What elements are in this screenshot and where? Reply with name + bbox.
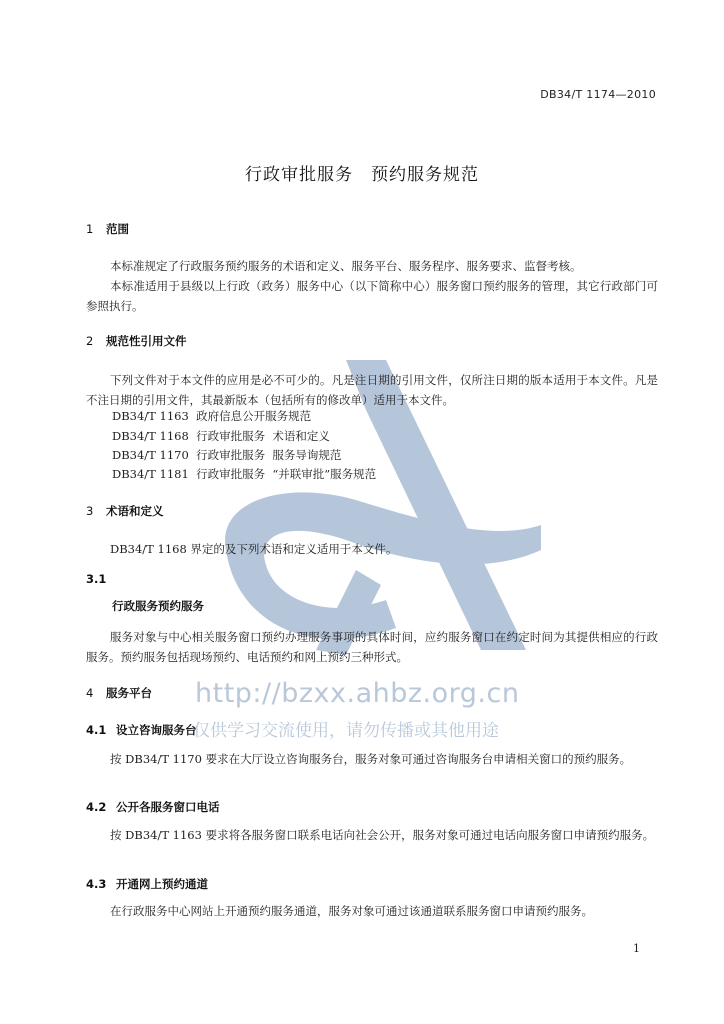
paragraph: 按 DB34/T 1163 要求将各服务窗口联系电话向社会公开，服务对象可通过电话向服务窗口申请预约服务。 — [110, 828, 655, 842]
section-3-heading — [86, 503, 164, 519]
standard-code: DB34/T 1174—2010 — [540, 88, 656, 101]
paragraph: 按 DB34/T 1170 要求在大厅设立咨询服务台，服务对象可通过咨询服务台申请相关窗口的预约服务。 — [110, 752, 632, 766]
section-title: 范围 — [106, 222, 129, 236]
section-number: 4 — [86, 686, 94, 700]
paragraph: 本标准适用于县级以上行政（政务）服务中心（以下简称中心）服务窗口预约服务的管理，其它行政部门可参照执行。 — [86, 279, 658, 313]
paragraph: 在行政服务中心网站上开通预约服务通道，服务对象可通过该通道联系服务窗口申请预约服务。 — [110, 904, 593, 918]
subsection-4-3-heading — [86, 876, 208, 892]
section-number: 1 — [86, 222, 94, 236]
section-1-heading — [86, 221, 129, 237]
section-title: 术语和定义 — [106, 504, 164, 518]
term-number: 3.1 — [86, 572, 107, 586]
reference-item: DB34/T 1163 政府信息公开服务规范 — [112, 409, 312, 423]
document-title: 行政审批服务 预约服务规范 — [245, 165, 479, 185]
reference-item: DB34/T 1181 行政审批服务 “并联审批”服务规范 — [112, 467, 377, 481]
section-2-heading — [86, 333, 187, 349]
paragraph: 本标准规定了行政服务预约服务的术语和定义、服务平台、服务程序、服务要求、监督考核。 — [110, 259, 582, 273]
subsection-4-2-heading — [86, 799, 220, 815]
reference-item: DB34/T 1170 行政审批服务 服务导询规范 — [112, 448, 342, 462]
subsection-4-1-heading — [86, 722, 197, 738]
section-title: 规范性引用文件 — [106, 334, 187, 348]
subsection-title: 开通网上预约通道 — [116, 877, 208, 891]
term-definition: 服务对象与中心相关服务窗口预约办理服务事项的具体时间，应约服务窗口在约定时间为其提供相应的行政服务。预约服务包括现场预约、电话预约和网上预约三种形式。 — [86, 630, 658, 664]
term-name: 行政服务预约服务 — [112, 599, 204, 613]
watermark-note: 仅供学习交流使用，请勿传播或其他用途 — [193, 721, 499, 741]
subsection-number: 4.3 — [86, 877, 107, 891]
section-4-heading — [86, 685, 152, 701]
reference-item: DB34/T 1168 行政审批服务 术语和定义 — [112, 429, 330, 443]
section-number: 3 — [86, 504, 94, 518]
section-number: 2 — [86, 334, 94, 348]
watermark-url: http://bzxx.ahbz.org.cn — [195, 678, 520, 709]
subsection-number: 4.1 — [86, 723, 107, 737]
section-title: 服务平台 — [106, 686, 152, 700]
subsection-title: 设立咨询服务台 — [116, 723, 197, 737]
page-number: 1 — [633, 942, 640, 955]
paragraph: 下列文件对于本文件的应用是必不可少的。凡是注日期的引用文件，仅所注日期的版本适用于本文件。凡是不注日期的引用文件，其最新版本（包括所有的修改单）适用于本文件。 — [86, 373, 658, 407]
paragraph: DB34/T 1168 界定的及下列术语和定义适用于本文件。 — [110, 542, 398, 556]
subsection-title: 公开各服务窗口电话 — [116, 800, 220, 814]
subsection-number: 4.2 — [86, 800, 107, 814]
